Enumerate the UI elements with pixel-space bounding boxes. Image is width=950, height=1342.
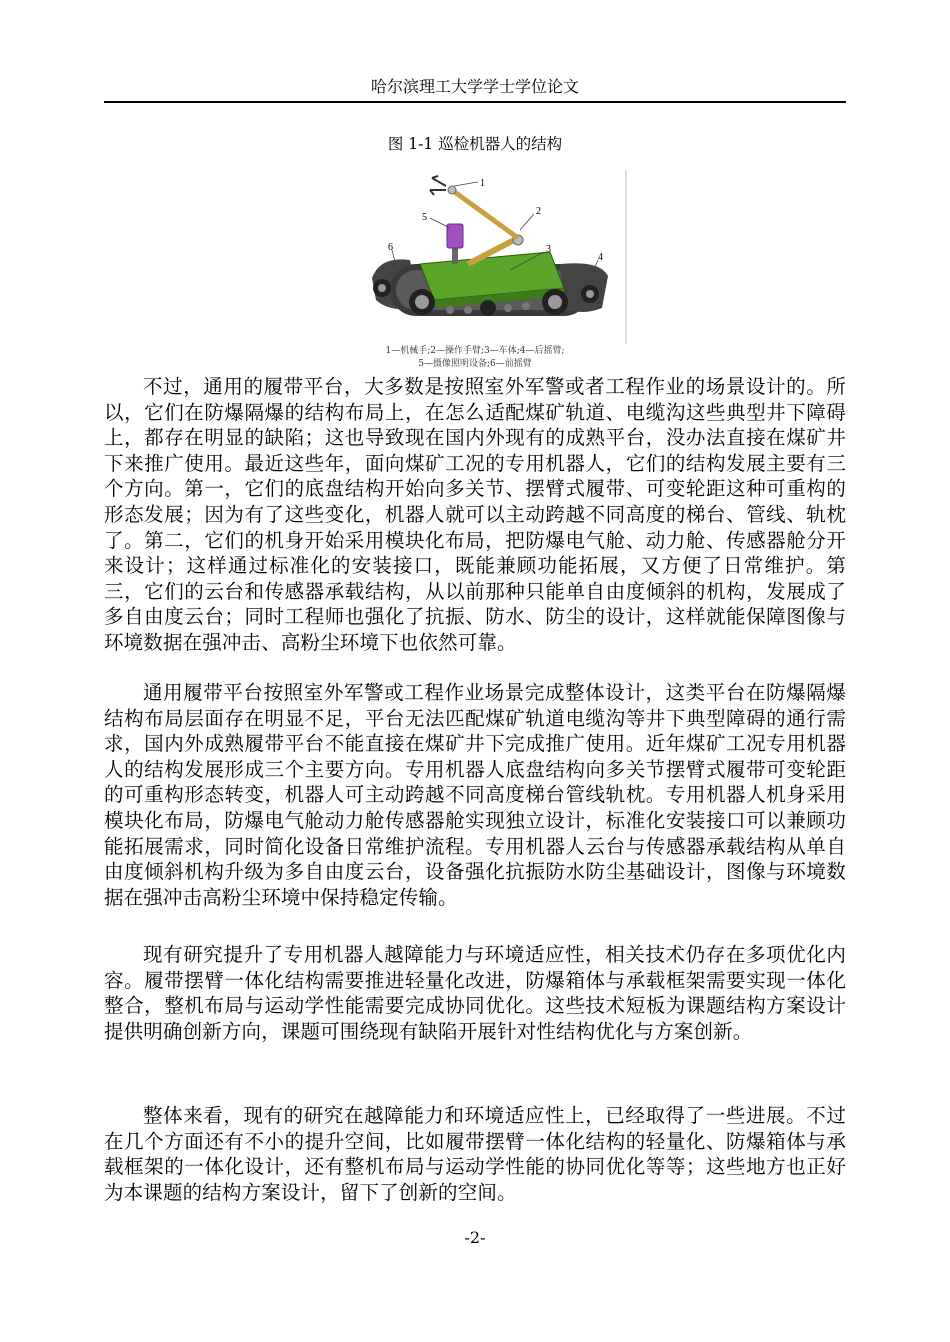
robot-illustration	[350, 168, 630, 346]
robot-structure-figure	[350, 168, 630, 346]
running-header: 哈尔滨理工大学学士学位论文	[370, 77, 579, 96]
label-1: 1	[480, 178, 485, 189]
manipulator-gripper	[430, 176, 446, 195]
camera-mast	[452, 246, 458, 264]
page-number: -2-	[464, 1228, 486, 1247]
paragraph-2: 通用履带平台按照室外军警或工程作业场景完成整体设计，这类平台在防爆隔爆结构布局层面存在明显不足，平台无法匹配煤矿轨道电缆沟等井下典型障碍的通行需求，国内外成熟履带平台不能直接在煤矿井下完成推广使用。近年煤矿工况专用机器人的结构发展形成三个主要方向。专用机器人底盘结构向多关节摆臂式履带可变轮距的可重构形态转变，机器人可主动跨越不同高度梯台管线轨枕。专用机器人机身采用模块化布局，防爆电气舱动力舱传感器舱实现独立设计，标准化安装接口可以兼顾功能拓展需求，同时简化设备日常维护流程。专用机器人云台与传感器承载结构从单自由度倾斜机构升级为多自由度云台，设备强化抗振防水防尘基础设计，图像与环境数据在强冲击高粉尘环境中保持稳定传输。	[104, 681, 846, 909]
figure-legend-line-2: 5—摄像照明设备;6—前摇臂	[418, 359, 532, 369]
paragraph-1: 不过，通用的履带平台，大多数是按照室外军警或者工程作业的场景设计的。所以，它们在防爆隔爆的结构布局上，在怎么适配煤矿轨道、电缆沟这些典型井下障碍上，都存在明显的缺陷；这也导致现在国内外现有的成熟平台，没办法直接在煤矿井下来推广使用。最近这些年，面向煤矿工况的专用机器人，它们的结构发展主要有三个方向。第一，它们的底盘结构开始向多关节、摆臂式履带、可变轮距这种可重构的形态发展；因为有了这些变化，机器人就可以主动跨越不同高度的梯台、管线、轨枕了。第二，它们的机身开始采用模块化布局，把防爆电气舱、动力舱、传感器舱分开来设计；这样通过标准化的安装接口，既能兼顾功能拓展，又方便了日常维护。第三，它们的云台和传感器承载结构，从以前那种只能单自由度倾斜的机构，发展成了多自由度云台；同时工程师也强化了抗振、防水、防尘的设计，这样就能保障图像与环境数据在强冲击、高粉尘环境下也依然可靠。	[104, 375, 846, 654]
paragraph-4: 整体来看，现有的研究在越障能力和环境适应性上，已经取得了一些进展。不过在几个方面还有不小的提升空间，比如履带摆臂一体化结构的轻量化、防爆箱体与承载框架的一体化设计，还有整机布局与运动学性能的协同优化等等；这些地方也正好为本课题的结构方案设计，留下了创新的空间。	[104, 1104, 846, 1204]
paragraph-3: 现有研究提升了专用机器人越障能力与环境适应性，相关技术仍存在多项优化内容。履带摆臂一体化结构需要推进轻量化改进，防爆箱体与承载框架需要实现一体化整合，整机布局与运动学性能需要完成协同优化。这些技术短板为课题结构方案设计提供明确创新方向，课题可围绕现有缺陷开展针对性结构优化与方案创新。	[104, 943, 846, 1043]
label-6: 6	[388, 242, 393, 253]
label-3: 3	[546, 244, 551, 255]
figure-legend-line-1: 1—机械手;2—操作手臂;3—车体;4—后摇臂;	[385, 346, 565, 356]
figure-caption: 图 1-1 巡检机器人的结构	[387, 135, 563, 153]
label-4: 4	[598, 252, 603, 263]
label-2: 2	[536, 206, 541, 217]
header-rule	[104, 101, 846, 103]
label-5: 5	[422, 212, 427, 223]
